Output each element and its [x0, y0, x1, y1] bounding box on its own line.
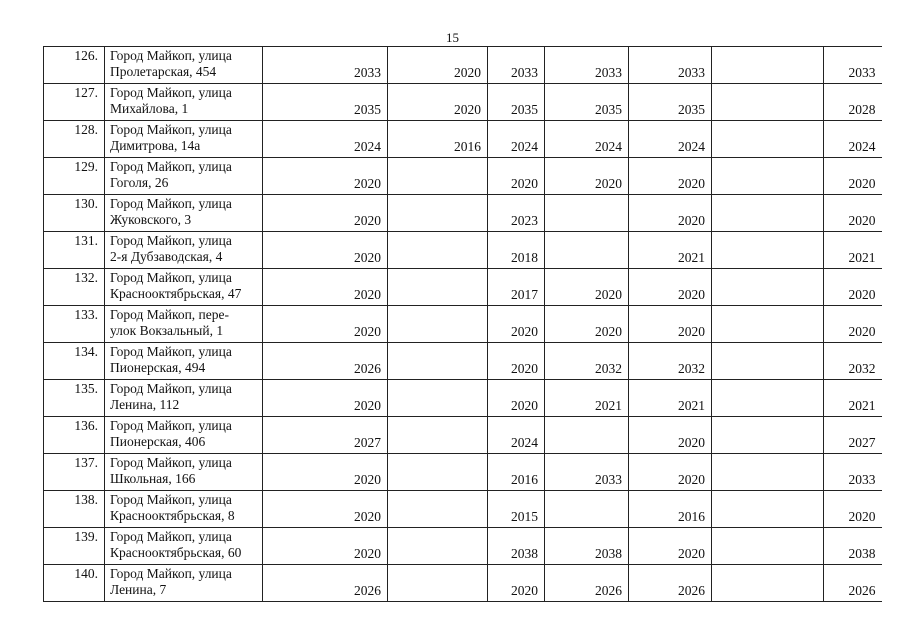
year-cell-4: 2020	[545, 158, 629, 195]
year-cell-2	[388, 158, 488, 195]
address-line-2: Пионерская, 494	[110, 360, 206, 375]
year-cell-5: 2033	[629, 47, 712, 84]
address-line-1: Город Майкоп, улица	[110, 418, 232, 433]
row-number: 131.	[44, 232, 105, 269]
year-cell-1: 2020	[263, 380, 388, 417]
table-row	[44, 528, 882, 565]
address-cell	[105, 380, 263, 417]
year-cell-1: 2020	[263, 269, 388, 306]
row-number: 138.	[44, 491, 105, 528]
address-cell	[105, 158, 263, 195]
year-cell-3: 2024	[488, 417, 545, 454]
table-row	[44, 491, 882, 528]
table-row	[44, 380, 882, 417]
year-cell-6	[712, 380, 824, 417]
year-cell-7: 2020	[824, 269, 882, 306]
table-row	[44, 565, 882, 602]
year-cell-4: 2033	[545, 47, 629, 84]
year-cell-5: 2020	[629, 454, 712, 491]
row-number: 139.	[44, 528, 105, 565]
address-cell	[105, 269, 263, 306]
year-cell-5: 2020	[629, 195, 712, 232]
year-cell-3: 2023	[488, 195, 545, 232]
year-cell-4	[545, 232, 629, 269]
year-cell-4	[545, 195, 629, 232]
year-cell-4: 2024	[545, 121, 629, 158]
year-cell-7: 2024	[824, 121, 882, 158]
year-cell-3: 2020	[488, 158, 545, 195]
table-row	[44, 121, 882, 158]
table-row	[44, 195, 882, 232]
year-cell-7: 2020	[824, 195, 882, 232]
year-cell-2	[388, 417, 488, 454]
address-cell	[105, 454, 263, 491]
year-cell-7: 2020	[824, 306, 882, 343]
year-cell-3: 2020	[488, 565, 545, 602]
year-cell-6	[712, 232, 824, 269]
address-line-1: Город Майкоп, улица	[110, 196, 232, 211]
year-cell-5: 2024	[629, 121, 712, 158]
address-line-1: Город Майкоп, улица	[110, 48, 232, 63]
year-cell-7: 2032	[824, 343, 882, 380]
year-cell-7: 2026	[824, 565, 882, 602]
year-cell-2	[388, 343, 488, 380]
table-row	[44, 158, 882, 195]
address-line-2: Гоголя, 26	[110, 175, 169, 190]
year-cell-5: 2026	[629, 565, 712, 602]
address-line-1: Город Майкоп, улица	[110, 381, 232, 396]
address-line-1: Город Майкоп, улица	[110, 492, 232, 507]
row-number: 129.	[44, 158, 105, 195]
year-cell-2	[388, 306, 488, 343]
buildings-table	[43, 46, 882, 602]
year-cell-6	[712, 491, 824, 528]
address-line-2: Краснооктябрьская, 8	[110, 508, 235, 523]
year-cell-1: 2020	[263, 232, 388, 269]
address-line-2: Пионерская, 406	[110, 434, 206, 449]
year-cell-1: 2020	[263, 195, 388, 232]
address-cell	[105, 491, 263, 528]
year-cell-4: 2032	[545, 343, 629, 380]
year-cell-3: 2020	[488, 306, 545, 343]
row-number: 135.	[44, 380, 105, 417]
year-cell-3: 2038	[488, 528, 545, 565]
year-cell-6	[712, 454, 824, 491]
year-cell-1: 2026	[263, 343, 388, 380]
address-cell	[105, 195, 263, 232]
year-cell-5: 2021	[629, 380, 712, 417]
address-line-1: Город Майкоп, улица	[110, 455, 232, 470]
year-cell-7: 2020	[824, 491, 882, 528]
year-cell-4	[545, 491, 629, 528]
address-cell	[105, 84, 263, 121]
year-cell-2: 2020	[388, 47, 488, 84]
year-cell-5: 2032	[629, 343, 712, 380]
year-cell-4: 2035	[545, 84, 629, 121]
table-row	[44, 47, 882, 84]
row-number: 130.	[44, 195, 105, 232]
row-number: 136.	[44, 417, 105, 454]
year-cell-1: 2026	[263, 565, 388, 602]
row-number: 127.	[44, 84, 105, 121]
year-cell-2	[388, 195, 488, 232]
year-cell-4	[545, 417, 629, 454]
year-cell-3: 2033	[488, 47, 545, 84]
address-cell	[105, 47, 263, 84]
address-line-1: Город Майкоп, улица	[110, 85, 232, 100]
year-cell-1: 2020	[263, 158, 388, 195]
year-cell-5: 2020	[629, 528, 712, 565]
address-line-2: Краснооктябрьская, 47	[110, 286, 242, 301]
address-line-2: Школьная, 166	[110, 471, 196, 486]
year-cell-6	[712, 47, 824, 84]
address-line-2: Пролетарская, 454	[110, 64, 217, 79]
address-cell	[105, 232, 263, 269]
year-cell-1: 2020	[263, 528, 388, 565]
address-line-1: Город Майкоп, пере-	[110, 307, 229, 322]
year-cell-5: 2016	[629, 491, 712, 528]
year-cell-3: 2018	[488, 232, 545, 269]
year-cell-5: 2020	[629, 417, 712, 454]
address-line-2: Михайлова, 1	[110, 101, 189, 116]
year-cell-5: 2020	[629, 306, 712, 343]
year-cell-6	[712, 528, 824, 565]
year-cell-3: 2024	[488, 121, 545, 158]
address-line-1: Город Майкоп, улица	[110, 159, 232, 174]
year-cell-1: 2027	[263, 417, 388, 454]
year-cell-6	[712, 306, 824, 343]
year-cell-4: 2026	[545, 565, 629, 602]
year-cell-7: 2033	[824, 47, 882, 84]
year-cell-1: 2024	[263, 121, 388, 158]
year-cell-2	[388, 380, 488, 417]
year-cell-1: 2020	[263, 306, 388, 343]
year-cell-2	[388, 232, 488, 269]
year-cell-6	[712, 565, 824, 602]
address-line-1: Город Майкоп, улица	[110, 233, 232, 248]
year-cell-2: 2020	[388, 84, 488, 121]
year-cell-6	[712, 158, 824, 195]
table-row	[44, 306, 882, 343]
year-cell-5: 2020	[629, 269, 712, 306]
table-row	[44, 417, 882, 454]
table-body	[44, 47, 882, 602]
year-cell-2	[388, 491, 488, 528]
address-line-2: Ленина, 112	[110, 397, 180, 412]
year-cell-6	[712, 195, 824, 232]
address-cell	[105, 565, 263, 602]
address-line-2: Жуковского, 3	[110, 212, 192, 227]
year-cell-2	[388, 454, 488, 491]
row-number: 126.	[44, 47, 105, 84]
table-row	[44, 84, 882, 121]
year-cell-3: 2020	[488, 343, 545, 380]
address-line-2: улок Вокзальный, 1	[110, 323, 224, 338]
year-cell-7: 2033	[824, 454, 882, 491]
year-cell-7: 2038	[824, 528, 882, 565]
address-line-1: Город Майкоп, улица	[110, 270, 232, 285]
year-cell-6	[712, 343, 824, 380]
year-cell-6	[712, 121, 824, 158]
year-cell-2	[388, 269, 488, 306]
year-cell-6	[712, 84, 824, 121]
year-cell-2	[388, 565, 488, 602]
address-cell	[105, 528, 263, 565]
year-cell-4: 2021	[545, 380, 629, 417]
table-row	[44, 454, 882, 491]
address-cell	[105, 121, 263, 158]
address-cell	[105, 343, 263, 380]
year-cell-4: 2020	[545, 269, 629, 306]
address-line-1: Город Майкоп, улица	[110, 529, 232, 544]
year-cell-6	[712, 417, 824, 454]
row-number: 137.	[44, 454, 105, 491]
year-cell-7: 2027	[824, 417, 882, 454]
address-line-1: Город Майкоп, улица	[110, 344, 232, 359]
address-line-2: Димитрова, 14а	[110, 138, 201, 153]
year-cell-6	[712, 269, 824, 306]
year-cell-4: 2033	[545, 454, 629, 491]
year-cell-4: 2038	[545, 528, 629, 565]
year-cell-1: 2033	[263, 47, 388, 84]
address-line-2: 2-я Дубзаводская, 4	[110, 249, 223, 264]
address-cell	[105, 417, 263, 454]
table-row	[44, 232, 882, 269]
year-cell-5: 2021	[629, 232, 712, 269]
year-cell-7: 2021	[824, 232, 882, 269]
year-cell-7: 2021	[824, 380, 882, 417]
address-line-2: Краснооктябрьская, 60	[110, 545, 242, 560]
year-cell-3: 2020	[488, 380, 545, 417]
address-line-1: Город Майкоп, улица	[110, 566, 232, 581]
row-number: 128.	[44, 121, 105, 158]
year-cell-3: 2017	[488, 269, 545, 306]
year-cell-7: 2020	[824, 158, 882, 195]
year-cell-4: 2020	[545, 306, 629, 343]
year-cell-2	[388, 528, 488, 565]
table-row	[44, 343, 882, 380]
year-cell-3: 2015	[488, 491, 545, 528]
table-row	[44, 269, 882, 306]
year-cell-5: 2020	[629, 158, 712, 195]
year-cell-2: 2016	[388, 121, 488, 158]
year-cell-1: 2020	[263, 454, 388, 491]
year-cell-3: 2016	[488, 454, 545, 491]
page-number: 15	[446, 30, 459, 45]
row-number: 140.	[44, 565, 105, 602]
address-cell	[105, 306, 263, 343]
year-cell-1: 2020	[263, 491, 388, 528]
year-cell-7: 2028	[824, 84, 882, 121]
year-cell-1: 2035	[263, 84, 388, 121]
address-line-2: Ленина, 7	[110, 582, 167, 597]
row-number: 132.	[44, 269, 105, 306]
address-line-1: Город Майкоп, улица	[110, 122, 232, 137]
row-number: 134.	[44, 343, 105, 380]
row-number: 133.	[44, 306, 105, 343]
year-cell-3: 2035	[488, 84, 545, 121]
year-cell-5: 2035	[629, 84, 712, 121]
